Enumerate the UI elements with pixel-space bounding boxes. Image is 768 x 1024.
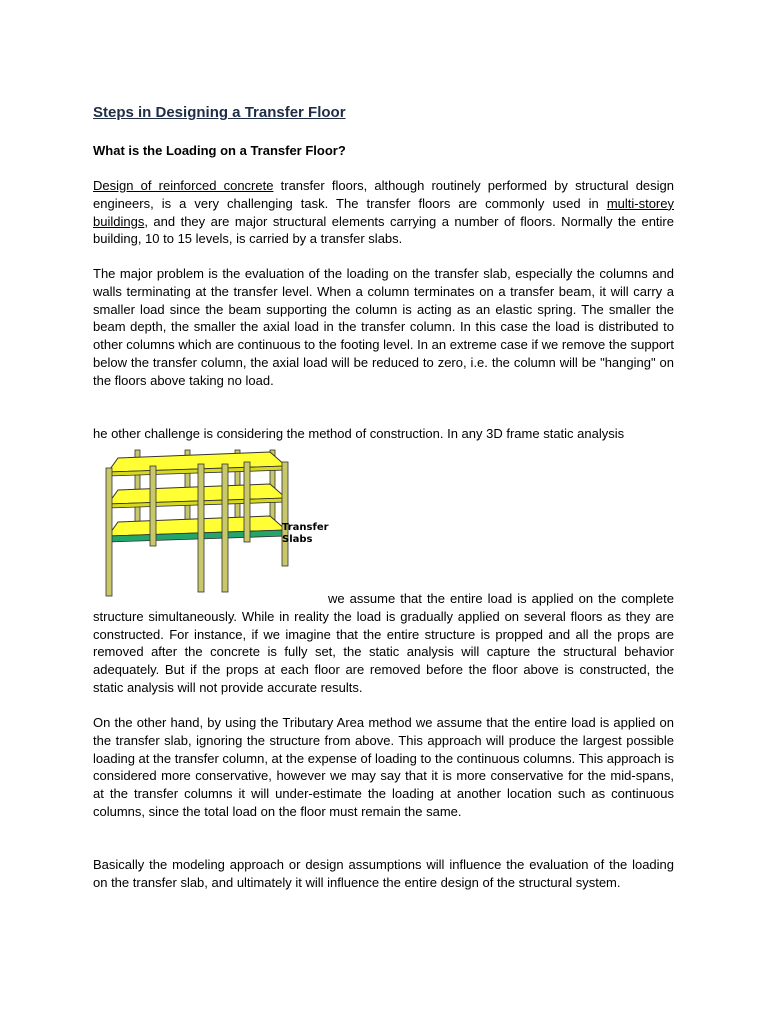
link-multi-storey-buildings[interactable]: multi-storey buildings	[93, 195, 674, 229]
structure-diagram	[100, 448, 330, 598]
figure-label-line-1: Transfer	[282, 522, 329, 533]
paragraph-intro-text-2: , and they are major structural elements carrying a number of floors. Normally the entire building, 10 to 15 levels, is carried by a transfer slabs.	[93, 213, 674, 247]
transfer-slab-figure	[100, 448, 330, 598]
paragraph-conclusion: Basically the modeling approach or design assumptions will influence the evaluation of the loading on the transfer slab, and ultimately it will influence the entire design of the structural system.	[93, 857, 674, 890]
paragraph-static-analysis: we assume that the entire load is applied on the complete structure simultaneously. While in reality the load is gradually applied on several floors as they are constructed. For instance, if we imagine that the entire structure is propped and all the props are removed after the concrete is fully set, the static analysis will capture the structural behavior adequately. But if the props at each floor are removed before the floor above is constructed, the static analysis will not provide accurate results.	[93, 591, 674, 695]
paragraph-major-problem: The major problem is the evaluation of the loading on the transfer slab, especially the columns and walls terminating at the transfer level. When a column terminates on a transfer beam, it will carry a smaller load since the beam supporting the column is acting as an elastic spring. The smaller the beam depth, the smaller the axial load in the transfer column. In this case the load is distributed to other columns which are continuous to the footing level. In an extreme case if we remove the support below the transfer column, the axial load will be reduced to zero, i.e. the column will be "hanging" on the floors above taking no load.	[93, 266, 674, 388]
page-title: Steps in Designing a Transfer Floor	[93, 104, 346, 121]
paragraph-intro	[93, 177, 674, 248]
paragraph-tributary-area: On the other hand, by using the Tributary Area method we assume that the entire load is applied on the transfer slab, ignoring the structure from above. This approach will produce the largest possible loading at the transfer column, at the expense of loading to the continuous columns. This approach is considered more conservative, however we may say that it is more conservative for the mid-spans, at the transfer columns it will under-estimate the loading at another location such as continuous columns, since the total load on the floor must remain the same.	[93, 715, 674, 819]
paragraph-other-challenge: he other challenge is considering the method of construction. In any 3D frame static analysis	[93, 426, 625, 441]
link-design-of-reinforced-concrete[interactable]: Design of reinforced concrete	[93, 178, 274, 193]
figure-label-line-2: Slabs	[282, 534, 313, 545]
section-heading: What is the Loading on a Transfer Floor?	[93, 143, 346, 158]
paragraph-intro-text-1: transfer floors, although routinely performed by structural design engineers, is a very challenging task. The transfer floors are commonly used in	[93, 178, 674, 211]
